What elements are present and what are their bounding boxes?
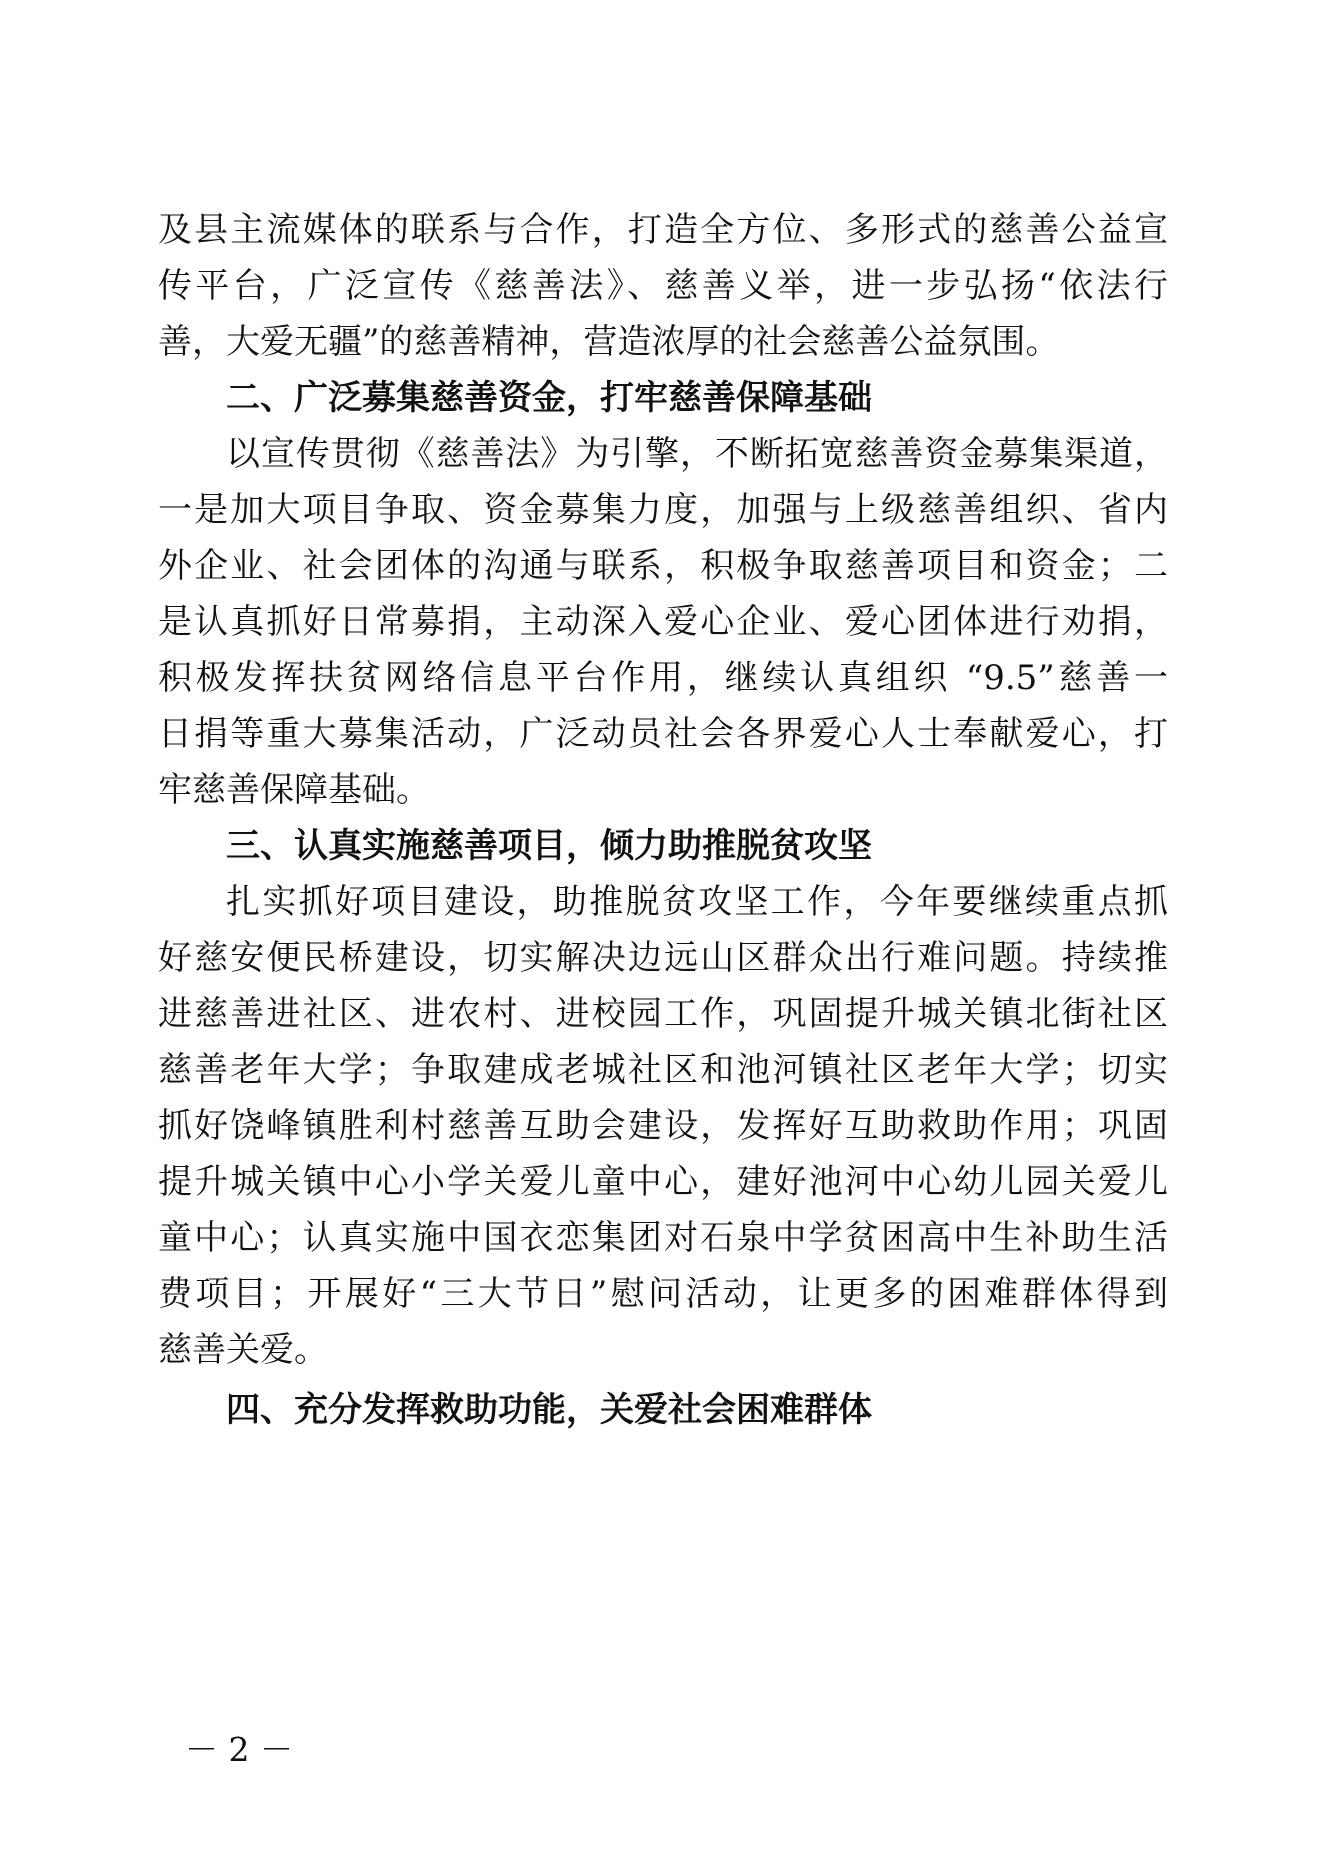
paragraph-line: 以宣传贯彻《慈善法》为引擎，不断拓宽慈善资金募集渠道，: [226, 434, 1168, 474]
paragraph-line: 牢慈善保障基础。: [158, 770, 430, 810]
paragraph-line: 外企业、社会团体的沟通与联系，积极争取慈善项目和资金；二: [158, 546, 1168, 586]
section-heading-3: 三、认真实施慈善项目，倾力助推脱贫攻坚: [226, 826, 872, 866]
paragraph-line: 慈善关爱。: [158, 1330, 328, 1370]
paragraph-line: 及县主流媒体的联系与合作，打造全方位、多形式的慈善公益宣: [158, 210, 1168, 250]
paragraph-line: 扎实抓好项目建设，助推脱贫攻坚工作，今年要继续重点抓: [226, 882, 1168, 922]
paragraph-line: 抓好饶峰镇胜利村慈善互助会建设，发挥好互助救助作用；巩固: [158, 1106, 1168, 1146]
paragraph-line: 提升城关镇中心小学关爱儿童中心，建好池河中心幼儿园关爱儿: [158, 1162, 1168, 1202]
paragraph-line: 慈善老年大学；争取建成老城社区和池河镇社区老年大学；切实: [158, 1050, 1168, 1090]
paragraph-line: 积极发挥扶贫网络信息平台作用，继续认真组织 “9.5”慈善一: [158, 658, 1168, 698]
paragraph-line: 是认真抓好日常募捐，主动深入爱心企业、爱心团体进行劝捐，: [158, 602, 1168, 642]
paragraph-line: 进慈善进社区、进农村、进校园工作，巩固提升城关镇北街社区: [158, 994, 1168, 1034]
section-heading-2: 二、广泛募集慈善资金，打牢慈善保障基础: [226, 378, 872, 418]
paragraph-line: 日捐等重大募集活动，广泛动员社会各界爱心人士奉献爱心，打: [158, 714, 1168, 754]
paragraph-line: 善，大爱无疆”的慈善精神，营造浓厚的社会慈善公益氛围。: [158, 322, 1060, 362]
page-number: － 2 －: [185, 1730, 293, 1769]
paragraph-line: 传平台，广泛宣传《慈善法》、慈善义举，进一步弘扬“依法行: [158, 266, 1168, 306]
section-heading-4: 四、充分发挥救助功能，关爱社会困难群体: [226, 1390, 872, 1430]
paragraph-line: 好慈安便民桥建设，切实解决边远山区群众出行难问题。持续推: [158, 938, 1168, 978]
paragraph-line: 一是加大项目争取、资金募集力度，加强与上级慈善组织、省内: [158, 490, 1168, 530]
paragraph-line: 费项目；开展好“三大节日”慰问活动，让更多的困难群体得到: [158, 1274, 1168, 1314]
paragraph-line: 童中心；认真实施中国衣恋集团对石泉中学贫困高中生补助生活: [158, 1218, 1168, 1258]
